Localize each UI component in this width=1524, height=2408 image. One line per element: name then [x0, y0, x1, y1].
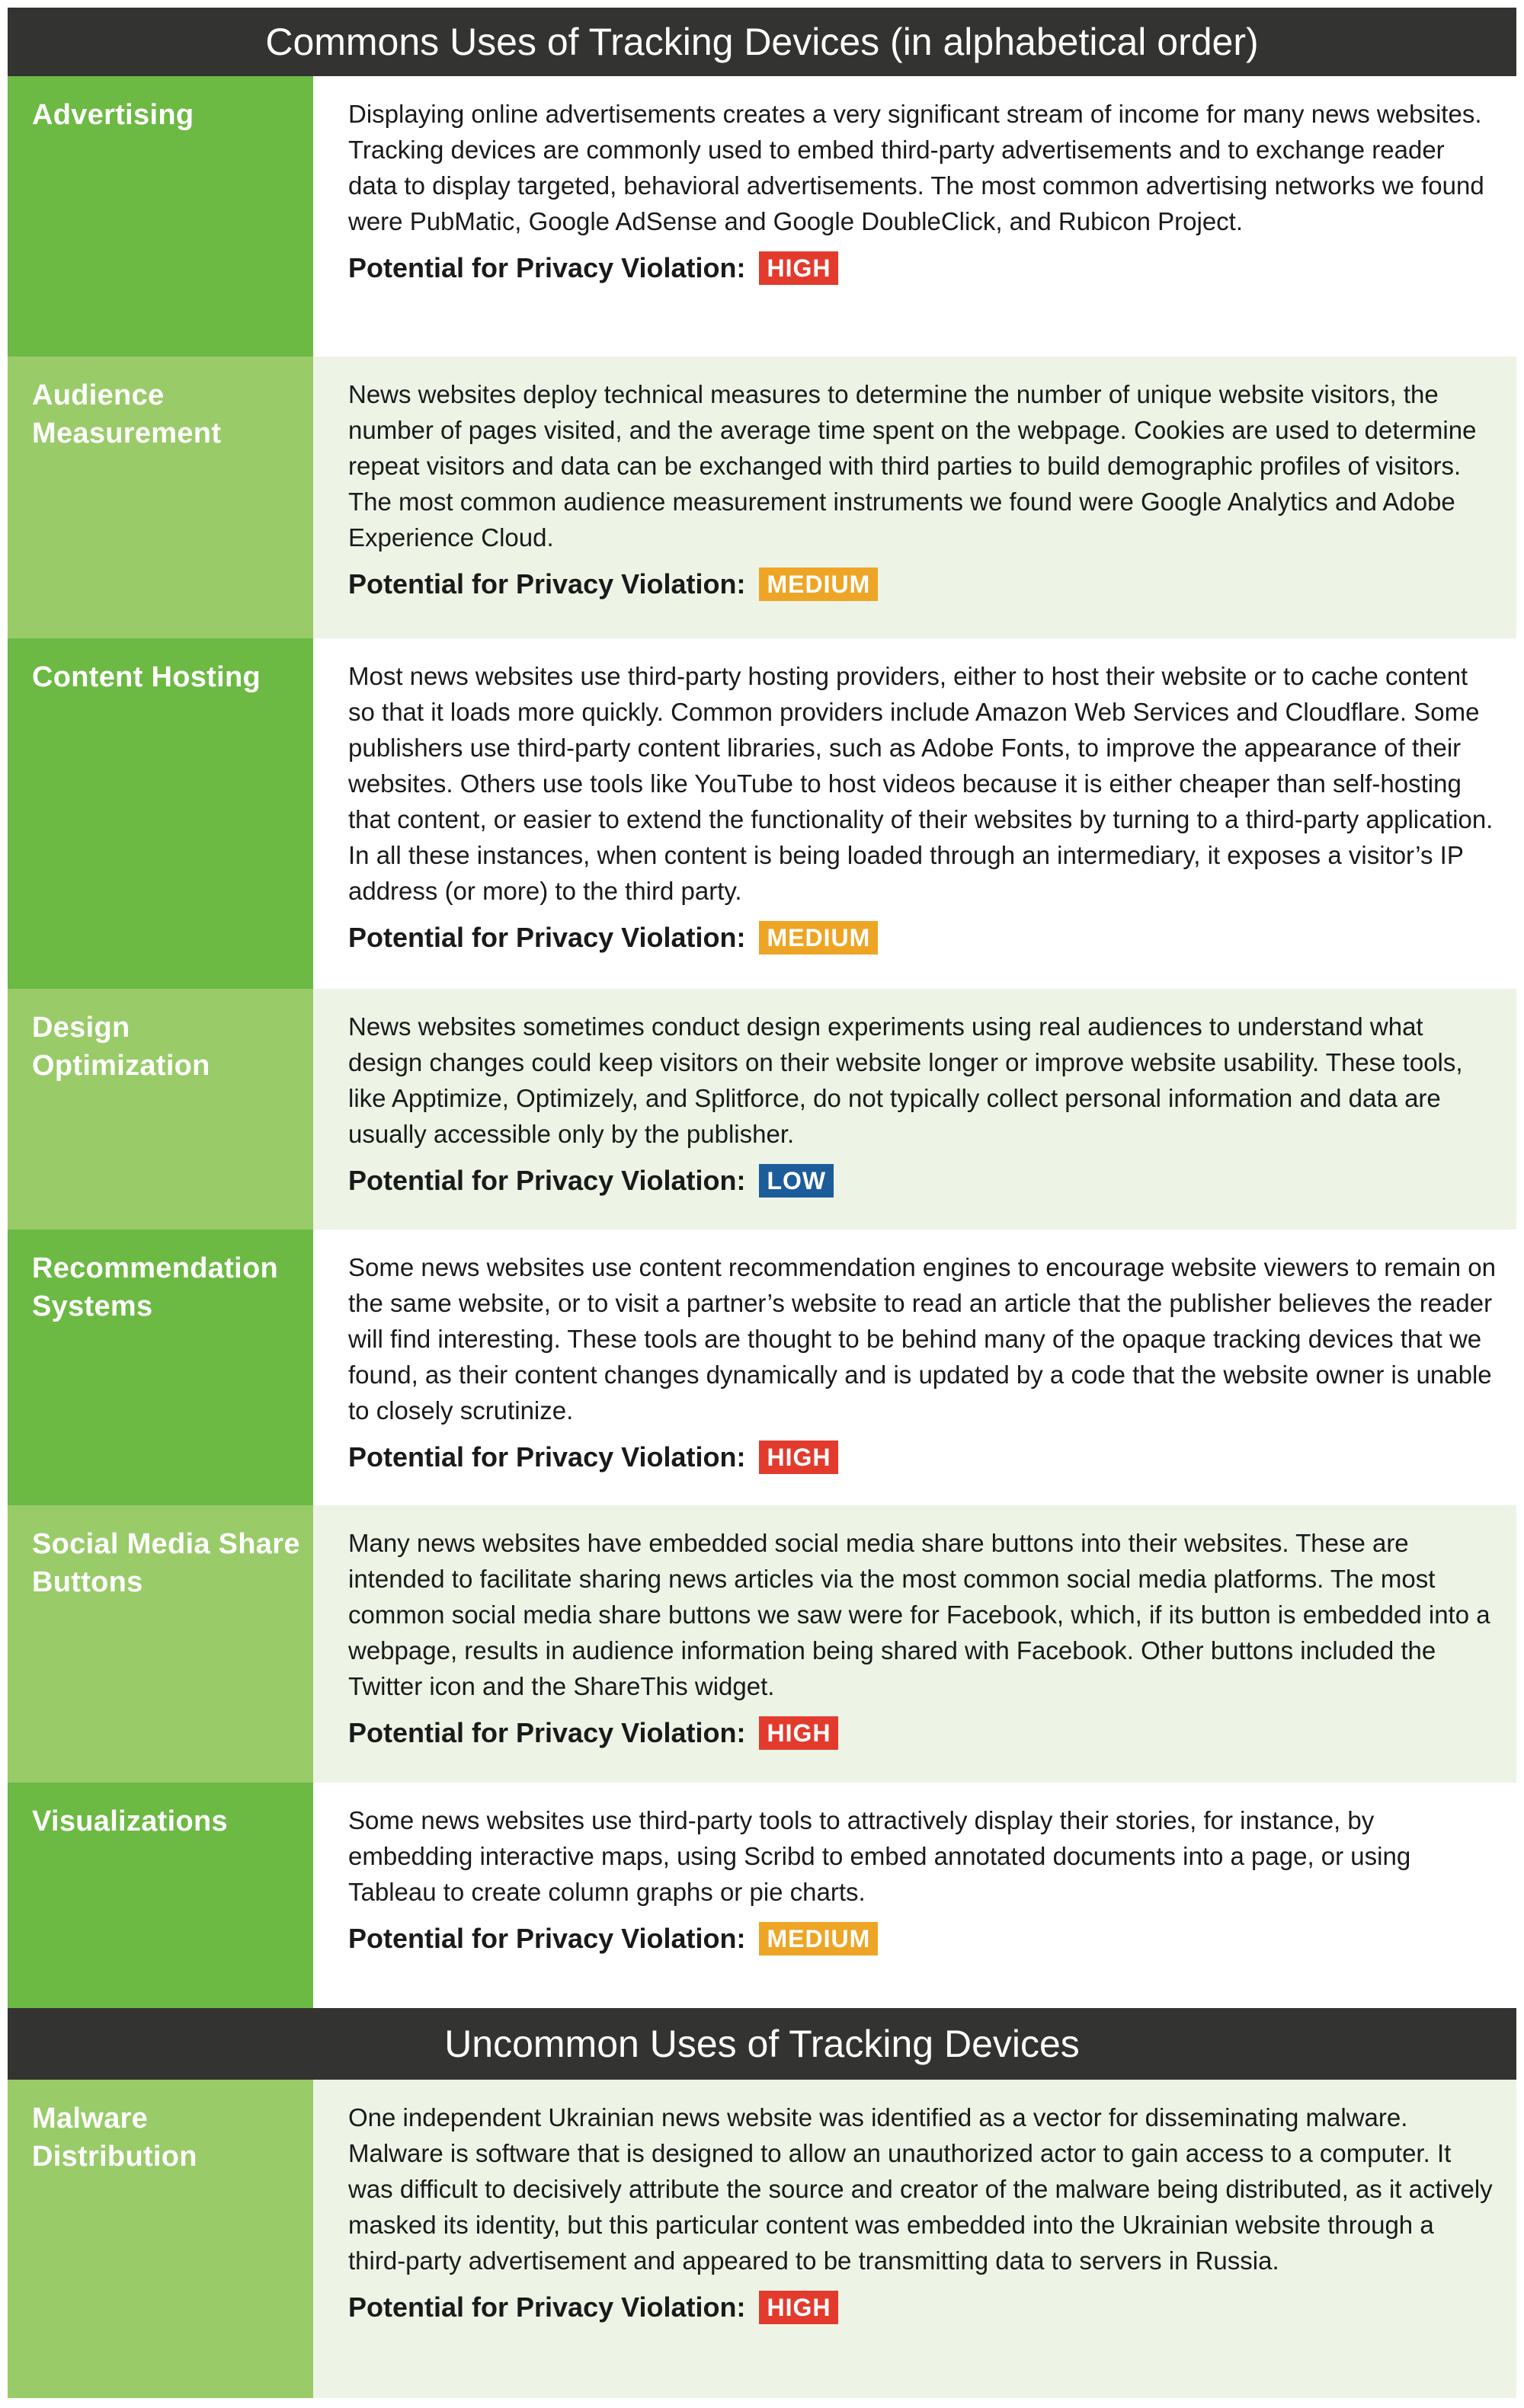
row-visualizations: [8, 1783, 1516, 2008]
row-content: [313, 1230, 1516, 1505]
row-content: [313, 76, 1516, 357]
row-content: [313, 638, 1516, 989]
row-label: Content Hosting: [8, 638, 313, 989]
privacy-violation-label: Potential for Privacy Violation:: [348, 1441, 746, 1473]
row-social-media-share-buttons: [8, 1505, 1516, 1783]
privacy-level-badge: MEDIUM: [759, 1922, 878, 1956]
row-label: Malware Distribution: [8, 2080, 313, 2398]
row-malware-distribution: [8, 2080, 1516, 2398]
privacy-violation-line: [348, 919, 1497, 956]
row-label: Design Optimization: [8, 989, 313, 1230]
row-description: Most news websites use third-party hosting providers, either to host their website or to cache content so that it loads more quickly. Common providers include Amazon Web Services and Cloudflare. Some publishers use third-party content libraries, such as Adobe Fonts, to improve the appearance of their websites. Others use tools like YouTube to host videos because it is either cheaper than self-hosting that content, or easier to extend the functionality of their websites by turning to a third-party application. In all these instances, when content is being loaded through an intermediary, it exposes a visitor’s IP address (or more) to the third party.: [348, 662, 1494, 905]
privacy-violation-label: Potential for Privacy Violation:: [348, 2291, 746, 2323]
row-description: News websites deploy technical measures to determine the number of unique website visitors, the number of pages visited, and the average time spent on the webpage. Cookies are used to determine repeat visitors and data can be exchanged with third parties to build demographic profiles of visitors. The most common audience measurement instruments we found were Google Analytics and Adobe Experience Cloud.: [348, 380, 1477, 552]
privacy-level-badge: MEDIUM: [759, 921, 878, 955]
privacy-violation-label: Potential for Privacy Violation:: [348, 568, 746, 600]
row-recommendation-systems: [8, 1230, 1516, 1505]
row-design-optimization: [8, 989, 1516, 1230]
row-content: [313, 1505, 1516, 1783]
common-uses-header: [8, 8, 1516, 76]
row-content: [313, 989, 1516, 1230]
privacy-violation-label: Potential for Privacy Violation:: [348, 252, 746, 283]
common-uses-title: Commons Uses of Tracking Devices (in alphabetical order): [265, 21, 1259, 63]
privacy-violation-line: [348, 1920, 1497, 1957]
row-audience-measurement: [8, 357, 1516, 638]
privacy-level-badge: HIGH: [759, 251, 838, 285]
privacy-violation-label: Potential for Privacy Violation:: [348, 1165, 746, 1196]
tracking-devices-table: [8, 8, 1516, 2398]
privacy-violation-label: Potential for Privacy Violation:: [348, 1923, 746, 1954]
privacy-violation-line: [348, 250, 1497, 286]
row-label: Advertising: [8, 76, 313, 357]
uncommon-uses-header: [8, 2008, 1516, 2080]
privacy-violation-line: [348, 1439, 1497, 1476]
row-description: One independent Ukrainian news website was identified as a vector for disseminating malware. Malware is software that is designed to allow an unauthorized actor to gain access to a computer. It was difficult to decisively attribute the source and creator of the malware being distributed, as it actively masked its identity, but this particular content was embedded into the Ukrainian website through a third-party advertisement and appeared to be transmitting data to servers in Russia.: [348, 2103, 1493, 2275]
privacy-level-badge: LOW: [759, 1164, 834, 1198]
privacy-violation-line: [348, 1162, 1497, 1199]
row-description: Some news websites use content recommendation engines to encourage website viewers to remain on the same website, or to visit a partner’s website to read an article that the publisher believes the reader will find interesting. These tools are thought to be behind many of the opaque tracking devices that we found, as their content changes dynamically and is updated by a code that the website owner is unable to closely scrutinize.: [348, 1253, 1496, 1425]
privacy-level-badge: MEDIUM: [759, 568, 878, 601]
row-content-hosting: [8, 638, 1516, 989]
row-label: Audience Measurement: [8, 357, 313, 638]
privacy-level-badge: HIGH: [759, 1716, 838, 1750]
row-description: Some news websites use third-party tools to attractively display their stories, for instance, by embedding interactive maps, using Scribd to embed annotated documents into a page, or using Tableau to create column graphs or pie charts.: [348, 1806, 1411, 1906]
row-label: Social Media Share Buttons: [8, 1505, 313, 1783]
privacy-level-badge: HIGH: [759, 1441, 838, 1474]
privacy-level-badge: HIGH: [759, 2291, 838, 2324]
privacy-violation-line: [348, 566, 1497, 603]
row-label: Recommendation Systems: [8, 1230, 313, 1505]
row-description: Displaying online advertisements creates a very significant stream of income for many news websites. Tracking devices are commonly used to embed third-party advertisements and to exchange reader data to display targeted, behavioral advertisements. The most common advertising networks we found were PubMatic, Google AdSense and Google DoubleClick, and Rubicon Project.: [348, 100, 1484, 235]
privacy-violation-label: Potential for Privacy Violation:: [348, 1717, 746, 1748]
row-advertising: [8, 76, 1516, 357]
privacy-violation-line: [348, 1715, 1497, 1751]
row-description: News websites sometimes conduct design experiments using real audiences to understand what design changes could keep visitors on their website longer or improve website usability. These tools, like Apptimize, Optimizely, and Splitforce, do not typically collect personal information and data are usually accessible only by the publisher.: [348, 1012, 1463, 1148]
privacy-violation-line: [348, 2289, 1497, 2326]
row-content: [313, 357, 1516, 638]
row-content: [313, 1783, 1516, 2008]
row-label: Visualizations: [8, 1783, 313, 2008]
privacy-violation-label: Potential for Privacy Violation:: [348, 922, 746, 953]
row-description: Many news websites have embedded social media share buttons into their websites. These are intended to facilitate sharing news articles via the most common social media platforms. The most common social media share buttons we saw were for Facebook, which, if its button is embedded into a webpage, results in audience information being shared with Facebook. Other buttons included the Twitter icon and the ShareThis widget.: [348, 1529, 1490, 1700]
uncommon-uses-title: Uncommon Uses of Tracking Devices: [444, 2023, 1080, 2065]
row-content: [313, 2080, 1516, 2398]
